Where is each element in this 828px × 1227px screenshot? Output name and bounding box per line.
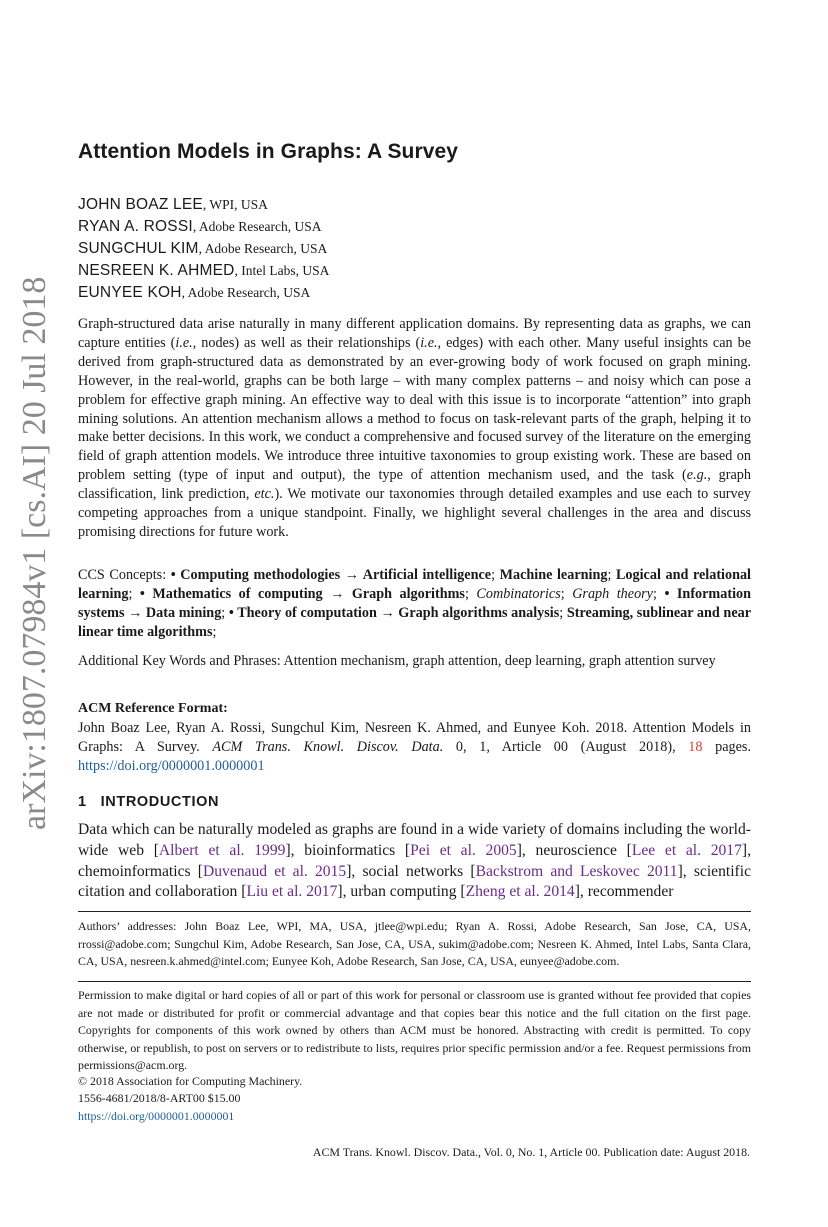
footnote-divider bbox=[78, 911, 751, 912]
section-title: INTRODUCTION bbox=[100, 794, 220, 810]
doi-link[interactable]: https://doi.org/0000001.0000001 bbox=[78, 757, 265, 774]
ccs-concepts: CCS Concepts: • Computing methodologies → Artificial intelligence; Machine learning; Logical and relational learning; • Mathematics of computing → Graph algorithms; Combinatorics; Graph theory; • Information systems → Data mining; • Theory of computation → Graph algorithms analysis; Streaming, sublinear and near linear time algorithms; bbox=[78, 567, 752, 640]
author-affiliation: WPI, USA bbox=[209, 197, 268, 212]
citation-link[interactable]: Albert et al. 1999 bbox=[158, 841, 286, 859]
abstract: Graph-structured data arise naturally in many different application domains. By representing data as graphs, we can capture entities (i.e., nodes) as well as their relationships (i.e., edges) with each other. Many useful insights can be derived from graph-structured data as demonstrated by an ever-growing body of work focused on graph mining. However, in the real-world, graphs can be both large – with many complex patterns – and noisy which can pose a problem for effective graph mining. An effective way to deal with this issue is to incorporate “attention” into graph mining solutions. An attention mechanism allows a method to focus on task-relevant parts of the graph, helping it to make better decisions. In this work, we conduct a comprehensive and focused survey of the literature on the emerging field of graph attention models. We introduce three intuitive taxonomies to group existing work. These are based on problem setting (type of input and output), the type of attention mechanism used, and the task (e.g., graph classification, link prediction, etc.). We motivate our taxonomies through detailed examples and use each to survey competing approaches from a unique standpoint. Finally, we highlight several challenges in the area and discuss promising directions for future work. bbox=[78, 316, 751, 540]
author-affiliation: Adobe Research, USA bbox=[187, 285, 311, 300]
citation-link[interactable]: Pei et al. 2005 bbox=[410, 841, 517, 859]
author-affiliation: Adobe Research, USA bbox=[198, 219, 322, 234]
author-addresses: Authors’ addresses: John Boaz Lee, WPI, MA, USA, jtlee@wpi.edu; Ryan A. Rossi, Adobe Research, San Jose, CA, USA, rrossi@adobe.com; Sungchul Kim, Adobe Research, San Jose, CA, USA, sukim@adobe.com; Nesreen K. Ahmed, Intel Labs, Santa Clara, CA, USA, nesreen.k.ahmed@intel.com; Eunyee Koh, Adobe Research, San Jose, CA, USA, eunyee@adobe.com. bbox=[78, 919, 751, 969]
author-list bbox=[78, 194, 329, 304]
permission-divider bbox=[78, 981, 751, 982]
author-affiliation: Intel Labs, USA bbox=[241, 263, 330, 278]
running-footer: ACM Trans. Knowl. Discov. Data., Vol. 0, No. 1, Article 00. Publication date: August 2018. bbox=[312, 1145, 750, 1159]
author-affiliation: Adobe Research, USA bbox=[204, 241, 328, 256]
section-heading-introduction bbox=[78, 794, 219, 810]
author-line: JOHN BOAZ LEE, WPI, USA bbox=[78, 196, 268, 213]
citation-link[interactable]: Liu et al. 2017 bbox=[246, 883, 338, 901]
author-name: EUNYEE KOH bbox=[78, 284, 182, 301]
arxiv-stamp: arXiv:1807.07984v1 [cs.AI] 20 Jul 2018 bbox=[16, 276, 53, 830]
author-name: NESREEN K. AHMED bbox=[78, 262, 235, 279]
page-count-link[interactable]: 18 bbox=[688, 738, 703, 755]
author-line: SUNGCHUL KIM, Adobe Research, USA bbox=[78, 240, 328, 257]
issn-line: 1556-4681/2018/8-ART00 $15.00 bbox=[78, 1091, 241, 1105]
author-name: RYAN A. ROSSI bbox=[78, 218, 193, 235]
reference-format: John Boaz Lee, Ryan A. Rossi, Sungchul Kim, Nesreen K. Ahmed, and Eunyee Koh. 2018. Attention Models in Graphs: A Survey. ACM Trans. Knowl. Discov. Data. 0, 1, Article 00 (August 2018), 18 pages. https://doi.org/0000001.0000001 bbox=[78, 720, 751, 774]
author-line: RYAN A. ROSSI, Adobe Research, USA bbox=[78, 218, 322, 235]
section-number: 1 bbox=[78, 794, 87, 810]
paper-title: Attention Models in Graphs: A Survey bbox=[78, 140, 459, 163]
copyright-line: © 2018 Association for Computing Machinery. bbox=[78, 1074, 303, 1088]
author-line: NESREEN K. AHMED, Intel Labs, USA bbox=[78, 262, 330, 279]
citation-link[interactable]: Lee et al. 2017 bbox=[631, 841, 742, 859]
author-line: EUNYEE KOH, Adobe Research, USA bbox=[78, 284, 311, 301]
keywords: Additional Key Words and Phrases: Attention mechanism, graph attention, deep learning, graph attention survey bbox=[78, 653, 716, 669]
author-name: JOHN BOAZ LEE bbox=[78, 196, 203, 213]
introduction-paragraph: Data which can be naturally modeled as graphs are found in a wide variety of domains including the world-wide web [Albert et al. 1999], bioinformatics [Pei et al. 2005], neuroscience [Lee et al. 2017], chemoinformatics [Duvenaud et al. 2015], social networks [Backstrom and Leskovec 2011], scientific citation and collaboration [Liu et al. 2017], urban computing [Zheng et al. 2014], recommender bbox=[78, 821, 751, 901]
citation-link[interactable]: Backstrom and Leskovec 2011 bbox=[475, 862, 678, 880]
reference-format-heading: ACM Reference Format: bbox=[78, 701, 228, 716]
permission-notice: Permission to make digital or hard copies of all or part of this work for personal or classroom use is granted without fee provided that copies are not made or distributed for profit or commercial advantage and that copies bear this notice and the full citation on the first page. Copyrights for components of this work owned by others than ACM must be honored. Abstracting with credit is permitted. To copy otherwise, or republish, to post on servers or to redistribute to lists, requires prior specific permission and/or a fee. Request permissions from permissions@acm.org. bbox=[78, 988, 751, 1073]
doi-footer-link[interactable]: https://doi.org/0000001.0000001 bbox=[78, 1109, 235, 1123]
author-name: SUNGCHUL KIM bbox=[78, 240, 199, 257]
citation-link[interactable]: Duvenaud et al. 2015 bbox=[202, 862, 347, 880]
citation-link[interactable]: Zheng et al. 2014 bbox=[465, 883, 575, 901]
